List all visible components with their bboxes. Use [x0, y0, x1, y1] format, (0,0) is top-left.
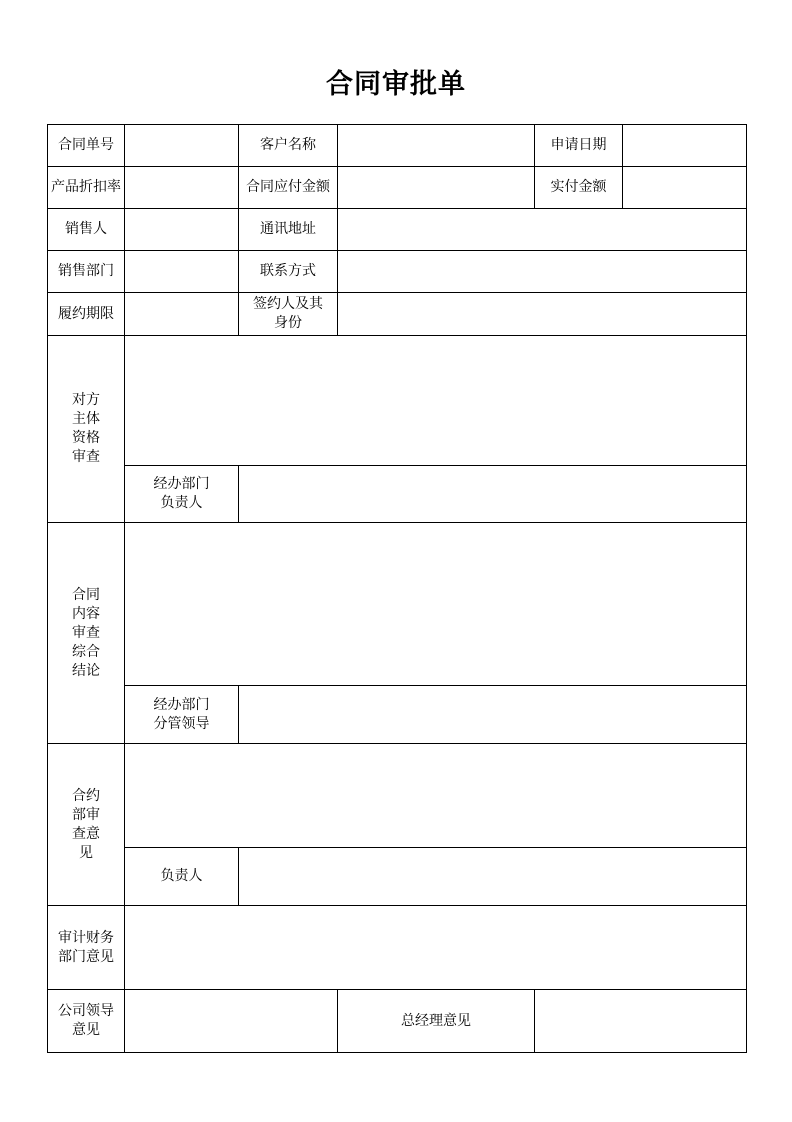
field-dept-leader[interactable] [239, 686, 747, 744]
label-dept-head-line2: 负责人 [160, 495, 203, 511]
label-party-review-line: 审查 [72, 449, 100, 465]
label-audit-line1: 审计财务 [58, 929, 114, 946]
label-dept-head [125, 466, 239, 523]
label-audit-line2: 部门意见 [58, 948, 114, 965]
row-contract-no [48, 125, 747, 167]
label-party-review [48, 336, 125, 523]
approval-form-table [47, 124, 747, 1053]
label-salesperson: 销售人 [48, 209, 125, 251]
field-paid-amount[interactable] [623, 167, 747, 209]
label-signatory-line2: 身份 [274, 315, 302, 331]
label-term: 履约期限 [48, 293, 125, 336]
label-contract-dept-review [48, 744, 125, 906]
label-discount-rate: 产品折扣率 [48, 167, 125, 209]
label-dept-leader-line2: 分管领导 [153, 715, 210, 732]
field-contact[interactable] [338, 251, 747, 293]
field-contract-no[interactable] [125, 125, 239, 167]
field-customer-name[interactable] [338, 125, 535, 167]
field-dept-head[interactable] [239, 466, 747, 523]
label-payable-amount: 合同应付金额 [239, 167, 338, 209]
field-audit[interactable] [125, 906, 747, 990]
label-sales-dept: 销售部门 [48, 251, 125, 293]
field-responsible[interactable] [239, 848, 747, 906]
label-company-leader [48, 990, 125, 1053]
row-leaders [48, 990, 747, 1053]
label-signatory [239, 293, 338, 336]
label-customer-name: 客户名称 [239, 125, 338, 167]
field-gm-opinion[interactable] [535, 990, 747, 1053]
field-contract-dept-review[interactable] [125, 744, 747, 848]
label-apply-date: 申请日期 [535, 125, 623, 167]
label-company-leader-line1: 公司领导 [58, 1003, 114, 1019]
label-address: 通讯地址 [239, 209, 338, 251]
label-content-review-line: 内容 [72, 605, 100, 622]
field-discount-rate[interactable] [125, 167, 239, 209]
row-discount [48, 167, 747, 209]
label-audit [48, 906, 125, 990]
label-paid-amount: 实付金额 [535, 167, 623, 209]
label-content-review-line: 结论 [72, 662, 100, 679]
row-salesperson [48, 209, 747, 251]
field-address[interactable] [338, 209, 747, 251]
label-contract-dept-review-line: 见 [79, 844, 93, 861]
field-payable-amount[interactable] [338, 167, 535, 209]
label-party-review-line: 主体 [72, 411, 100, 427]
label-content-review-line: 合同 [72, 586, 100, 603]
label-dept-head-line1: 经办部门 [153, 476, 210, 492]
row-term [48, 293, 747, 336]
label-signatory-line1: 签约人及其 [253, 296, 323, 312]
label-content-review-line: 审查 [72, 624, 100, 641]
field-sales-dept[interactable] [125, 251, 239, 293]
label-contract-no: 合同单号 [48, 125, 125, 167]
row-dept-leader [48, 686, 747, 744]
field-party-review[interactable] [125, 336, 747, 466]
row-audit [48, 906, 747, 990]
label-content-review [48, 523, 125, 744]
label-dept-leader [125, 686, 239, 744]
label-company-leader-line2: 意见 [72, 1022, 100, 1038]
label-content-review-line: 综合 [72, 643, 100, 660]
field-company-leader[interactable] [125, 990, 338, 1053]
row-party-review [48, 336, 747, 466]
page-title: 合同审批单 [326, 69, 466, 100]
field-apply-date[interactable] [623, 125, 747, 167]
label-dept-leader-line1: 经办部门 [153, 696, 210, 713]
label-responsible: 负责人 [125, 848, 239, 906]
label-contract-dept-review-line: 部审 [72, 806, 100, 823]
field-signatory[interactable] [338, 293, 747, 336]
field-term[interactable] [125, 293, 239, 336]
label-party-review-line: 资格 [72, 430, 100, 446]
row-sales-dept [48, 251, 747, 293]
row-responsible [48, 848, 747, 906]
label-party-review-line: 对方 [72, 392, 100, 408]
row-dept-head [48, 466, 747, 523]
label-contact: 联系方式 [239, 251, 338, 293]
row-contract-dept-review [48, 744, 747, 848]
label-contract-dept-review-line: 查意 [72, 825, 100, 842]
label-gm-opinion: 总经理意见 [338, 990, 535, 1053]
field-salesperson[interactable] [125, 209, 239, 251]
field-content-review[interactable] [125, 523, 747, 686]
row-content-review [48, 523, 747, 686]
label-contract-dept-review-line: 合约 [72, 787, 100, 804]
